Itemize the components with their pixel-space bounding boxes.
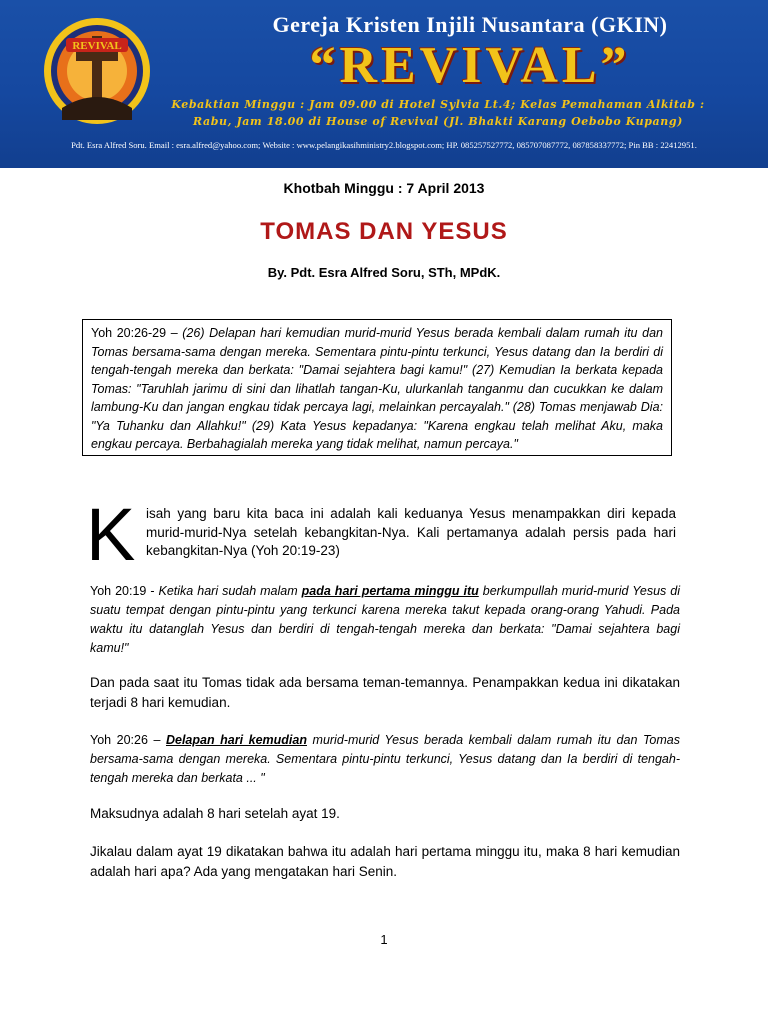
page-number: 1 — [380, 932, 388, 947]
church-name: Gereja Kristen Injili Nusantara (GKIN) — [272, 12, 668, 37]
quote1-emphasis: pada hari pertama minggu itu — [301, 584, 479, 598]
quote-yoh-20-26 — [90, 731, 680, 788]
scripture-box — [82, 319, 672, 456]
quote2-emphasis: Delapan hari kemudian — [165, 733, 307, 747]
schedule-line-2: Rabu, Jam 18.00 di House of Revival (Jl. Bhakti Karang Oebobo Kupang) — [193, 115, 683, 128]
sermon-date: Khotbah Minggu : 7 April 2013 — [283, 180, 485, 196]
paragraph-question: Jikalau dalam ayat 19 dikatakan bahwa itu adalah hari pertama minggu itu, maka 8 hari kemudian adalah hari apa? Ada yang mengatakan hari Senin. — [90, 844, 680, 879]
service-schedule — [158, 96, 718, 130]
quote2-ref: Yoh 20:26 – — [90, 733, 166, 747]
contact-line: Pdt. Esra Alfred Soru. Email : esra.alfred@yahoo.com; Website : www.pelangikasihministry2.blogspot.com; HP. 085257527772, 085707087772, 087858337772; Pin BB : 22412951. — [71, 140, 697, 150]
cross-logo-icon — [42, 16, 152, 126]
sermon-author: By. Pdt. Esra Alfred Soru, STh, MPdK. — [267, 265, 501, 280]
scripture-text: (26) Delapan hari kemudian murid-murid Yesus berada kembali dalam rumah itu dan Tomas bersama-sama dengan mereka. Sementara pintu-pintu terkunci, Yesus datang dan Ia berdiri di tengah-tengah mereka dan berkata: "Damai sejahtera bagi kamu!" (27) Kemudian Ia berkata kepada Tomas: "Taruhlah jarimu di sini dan lihatlah tangan-Ku, ulurkanlah tanganmu dan cucukkan ke dalam lambung-Ku dan jangan engkau tidak percaya lagi, melainkan percayalah." (28) Tomas menjawab Dia: "Ya Tuhanku dan Allahku!" (29) Kata Yesus kepadanya: "Karena engkau telah melihat Aku, maka engkau percaya. Berbahagialah mereka yang tidak melihat, namun percaya." — [91, 326, 663, 451]
drop-cap: K — [86, 493, 136, 576]
quote1-after: berkumpullah murid-murid Yesus di suatu tempat dengan pintu-pintu yang terkunci karena mereka takut kepada orang-orang Yahudi. Pada waktu itu datanglah Yesus dan berdiri di tengah-tengah mereka dan berkata: "Damai sejahtera bagi kamu!" — [90, 584, 680, 655]
sermon-title: TOMAS DAN YESUS — [260, 218, 508, 245]
quote1-ref: Yoh 20:19 - — [90, 584, 159, 598]
quote-yoh-20-19 — [90, 582, 680, 658]
paragraph-meaning: Maksudnya adalah 8 hari setelah ayat 19. — [90, 806, 340, 821]
schedule-line-1: Kebaktian Minggu : Jam 09.00 di Hotel Sylvia Lt.4; Kelas Pemahaman Alkitab : — [171, 98, 705, 111]
quote2-after: murid-murid Yesus berada kembali dalam rumah itu dan Tomas bersama-sama dengan mereka. Sementara pintu-pintu terkunci, Yesus datang dan Ia berdiri di tengah-tengah mereka dan berkata ... " — [90, 733, 680, 785]
scripture-ref: Yoh 20:26-29 – — [91, 326, 183, 340]
paragraph-tomas-absent: Dan pada saat itu Tomas tidak ada bersama teman-temannya. Penampakkan kedua ini dikatakan terjadi 8 hari kemudian. — [90, 675, 680, 710]
revival-title: “REVIVAL” — [309, 37, 631, 94]
quote1-before: Ketika hari sudah malam — [158, 584, 302, 598]
header-banner — [0, 0, 768, 168]
intro-paragraph: isah yang baru kita baca ini adalah kali keduanya Yesus menampakkan diri kepada murid-murid-Nya setelah kebangkitan-Nya. Kali pertamanya adalah persis pada hari kebangkitan-Nya (Yoh 20:19-23) — [146, 506, 676, 558]
svg-text:REVIVAL: REVIVAL — [72, 40, 122, 52]
